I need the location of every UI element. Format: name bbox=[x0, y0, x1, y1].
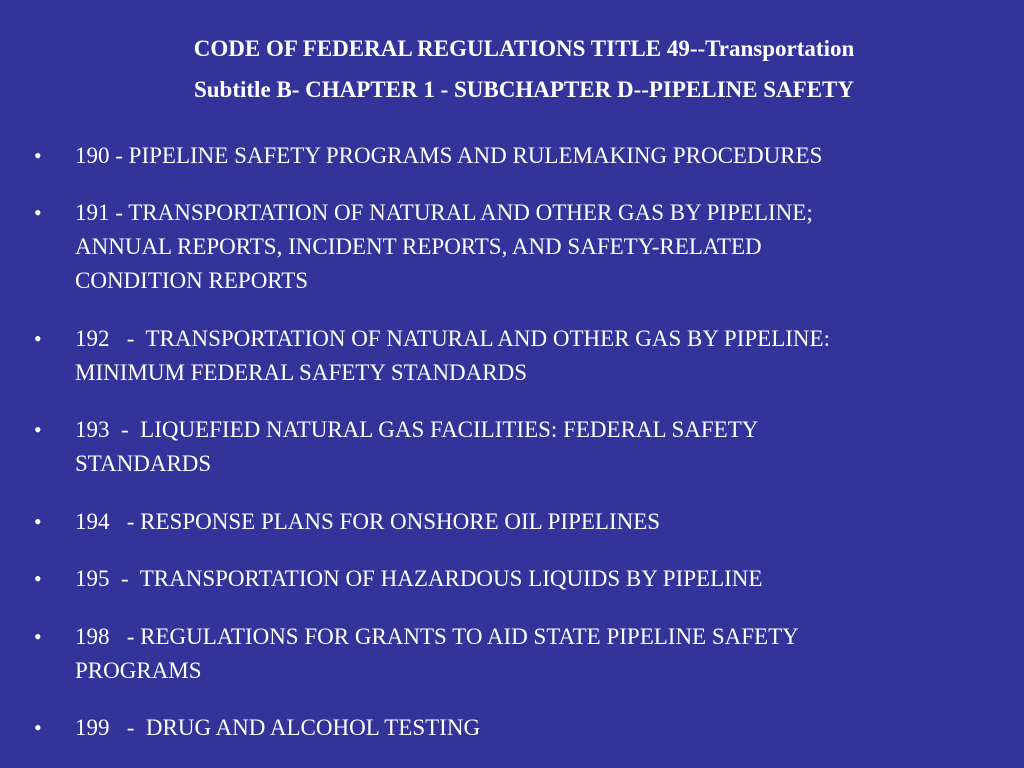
bullet-icon: • bbox=[34, 566, 42, 591]
bullet-icon: • bbox=[34, 624, 42, 649]
bullet-icon: • bbox=[34, 200, 42, 225]
list-item-text: 199 - DRUG AND ALCOHOL TESTING bbox=[75, 715, 481, 740]
list-item-text: 190 - PIPELINE SAFETY PROGRAMS AND RULEMAKING PROCEDURES bbox=[75, 143, 823, 168]
bullet-icon: • bbox=[34, 509, 42, 534]
slide-title-line-2: Subtitle B- CHAPTER 1 - SUBCHAPTER D--PIPELINE SAFETY bbox=[193, 77, 855, 102]
list-item-text: 194 - RESPONSE PLANS FOR ONSHORE OIL PIPELINES bbox=[75, 509, 661, 534]
bullet-icon: • bbox=[34, 417, 42, 442]
list-item-text: 192 - TRANSPORTATION OF NATURAL AND OTHER GAS BY PIPELINE: MINIMUM FEDERAL SAFETY STANDARDS bbox=[75, 326, 830, 385]
list-item-text: 198 - REGULATIONS FOR GRANTS TO AID STATE PIPELINE SAFETY PROGRAMS bbox=[75, 624, 799, 683]
list-item-text: 193 - LIQUEFIED NATURAL GAS FACILITIES: FEDERAL SAFETY STANDARDS bbox=[75, 417, 759, 476]
slide-title-line-1: CODE OF FEDERAL REGULATIONS TITLE 49--Transportation bbox=[193, 36, 855, 61]
list-item-text: 195 - TRANSPORTATION OF HAZARDOUS LIQUIDS BY PIPELINE bbox=[75, 566, 763, 591]
bullet-icon: • bbox=[34, 326, 42, 351]
list-item-text: 191 - TRANSPORTATION OF NATURAL AND OTHER GAS BY PIPELINE; ANNUAL REPORTS, INCIDENT REPORTS, AND SAFETY-RELATED CONDITION REPORTS bbox=[75, 200, 813, 293]
bullet-icon: • bbox=[34, 715, 42, 740]
bullet-icon: • bbox=[34, 143, 42, 168]
